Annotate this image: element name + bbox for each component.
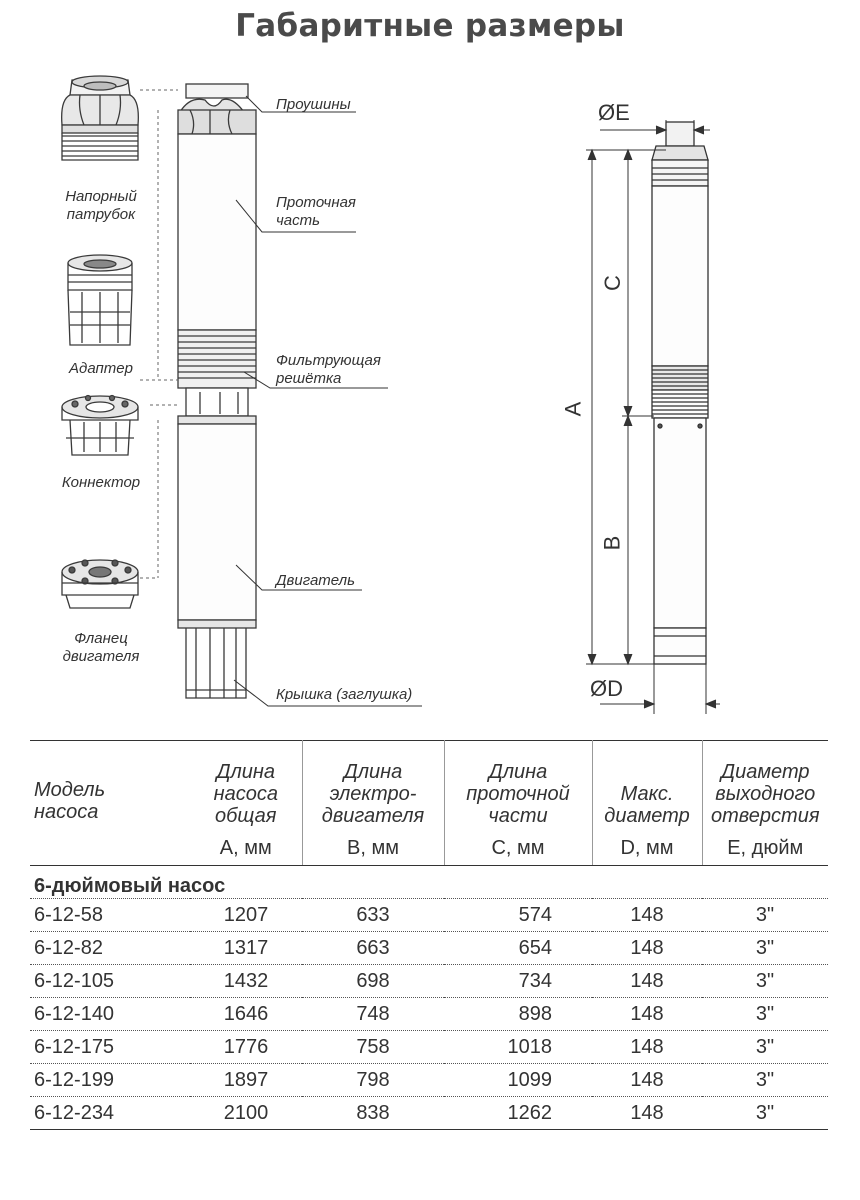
- table-row: [30, 1064, 828, 1097]
- pump-body-image: [178, 84, 256, 698]
- cell-e: 3": [702, 1064, 828, 1097]
- dimensions-table: [30, 740, 828, 1130]
- group-heading: 6-дюймовый насос: [30, 866, 828, 899]
- cell-model: 6-12-234: [30, 1097, 190, 1130]
- cell-d: 148: [592, 899, 702, 932]
- cell-c: 1099: [444, 1064, 592, 1097]
- cell-b: 838: [302, 1097, 444, 1130]
- table-row: [30, 1031, 828, 1064]
- cell-e: 3": [702, 1031, 828, 1064]
- unit-a: A, мм: [190, 831, 302, 866]
- cell-a: 2100: [190, 1097, 302, 1130]
- cell-b: 633: [302, 899, 444, 932]
- table-row: [30, 899, 828, 932]
- cell-e: 3": [702, 965, 828, 998]
- table-row: [30, 965, 828, 998]
- cell-b: 663: [302, 932, 444, 965]
- table-row: [30, 932, 828, 965]
- cell-d: 148: [592, 1031, 702, 1064]
- motor-flange-part-image: [62, 560, 138, 608]
- cell-a: 1317: [190, 932, 302, 965]
- adapter-part-image: [68, 255, 132, 345]
- cell-c: 654: [444, 932, 592, 965]
- cell-model: 6-12-105: [30, 965, 190, 998]
- cell-b: 698: [302, 965, 444, 998]
- cell-model: 6-12-82: [30, 932, 190, 965]
- header-max-diameter: Макс. диаметр: [592, 741, 702, 832]
- cell-c: 1262: [444, 1097, 592, 1130]
- cell-model: 6-12-140: [30, 998, 190, 1031]
- callout-cap: Крышка (заглушка): [276, 686, 413, 703]
- cell-a: 1897: [190, 1064, 302, 1097]
- page-title: Габаритные размеры: [235, 8, 625, 44]
- callout-filter: Фильтрующая решётка: [276, 352, 381, 387]
- cell-c: 734: [444, 965, 592, 998]
- table-row: [30, 998, 828, 1031]
- dim-a-label: A: [560, 401, 586, 417]
- callout-motor: Двигатель: [276, 572, 355, 589]
- header-length-total: Длина насоса общая: [190, 741, 302, 832]
- cell-e: 3": [702, 932, 828, 965]
- cell-d: 148: [592, 1097, 702, 1130]
- cell-d: 148: [592, 965, 702, 998]
- cell-c: 1018: [444, 1031, 592, 1064]
- cell-a: 1646: [190, 998, 302, 1031]
- outlet-part-image: [62, 76, 139, 160]
- connector-part-image: [62, 396, 138, 456]
- callout-flow-part: Проточная часть: [276, 194, 356, 229]
- header-model: Модель насоса: [30, 741, 190, 866]
- cell-a: 1207: [190, 899, 302, 932]
- motor-flange-part-label: Фланец двигателя: [62, 630, 140, 665]
- cell-b: 748: [302, 998, 444, 1031]
- pump-outline-image: [652, 122, 708, 664]
- unit-d: D, мм: [592, 831, 702, 866]
- cell-b: 758: [302, 1031, 444, 1064]
- connector-part-label: Коннектор: [61, 474, 141, 491]
- cell-a: 1776: [190, 1031, 302, 1064]
- dim-b-label: B: [599, 535, 625, 551]
- callout-lugs: Проушины: [276, 96, 351, 113]
- dim-c-label: C: [599, 275, 625, 291]
- table-row: [30, 1097, 828, 1130]
- cell-model: 6-12-175: [30, 1031, 190, 1064]
- cell-e: 3": [702, 899, 828, 932]
- header-outlet-diameter: Диаметр выходного отверстия: [702, 741, 828, 832]
- cell-c: 574: [444, 899, 592, 932]
- cell-d: 148: [592, 998, 702, 1031]
- adapter-part-label: Адаптер: [69, 360, 133, 377]
- outlet-part-label: Напорный патрубок: [65, 188, 137, 223]
- unit-e: E, дюйм: [702, 831, 828, 866]
- unit-c: C, мм: [444, 831, 592, 866]
- cell-c: 898: [444, 998, 592, 1031]
- cell-d: 148: [592, 932, 702, 965]
- dim-d-label: ØD: [590, 676, 623, 701]
- header-length-motor: Длина электро- двигателя: [302, 741, 444, 832]
- cell-e: 3": [702, 998, 828, 1031]
- cell-model: 6-12-199: [30, 1064, 190, 1097]
- cell-a: 1432: [190, 965, 302, 998]
- unit-b: B, мм: [302, 831, 444, 866]
- header-length-flow: Длина проточной части: [444, 741, 592, 832]
- cell-model: 6-12-58: [30, 899, 190, 932]
- cell-e: 3": [702, 1097, 828, 1130]
- cell-b: 798: [302, 1064, 444, 1097]
- dim-e-label: ØE: [598, 100, 630, 125]
- cell-d: 148: [592, 1064, 702, 1097]
